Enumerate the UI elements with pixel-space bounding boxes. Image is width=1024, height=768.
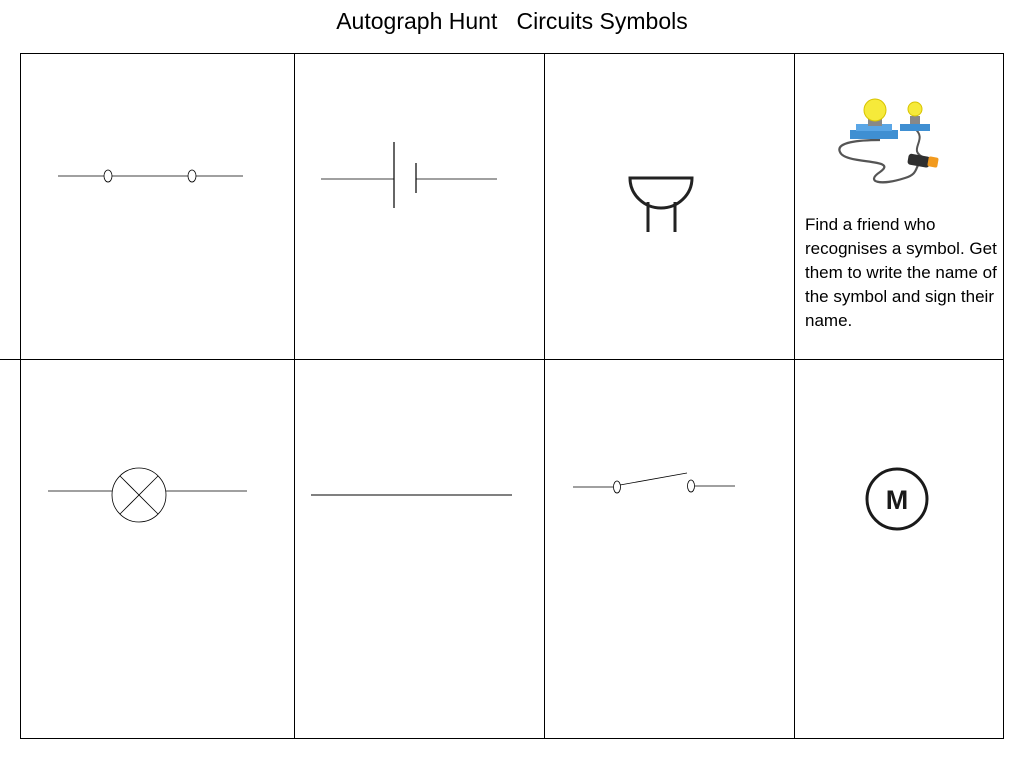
page-title: Autograph Hunt Circuits Symbols [336, 8, 688, 34]
instruction-text: Find a friend who recognises a symbol. Get them to write the name of the symbol and sign their name. [805, 215, 997, 330]
motor-label: M [885, 485, 909, 515]
